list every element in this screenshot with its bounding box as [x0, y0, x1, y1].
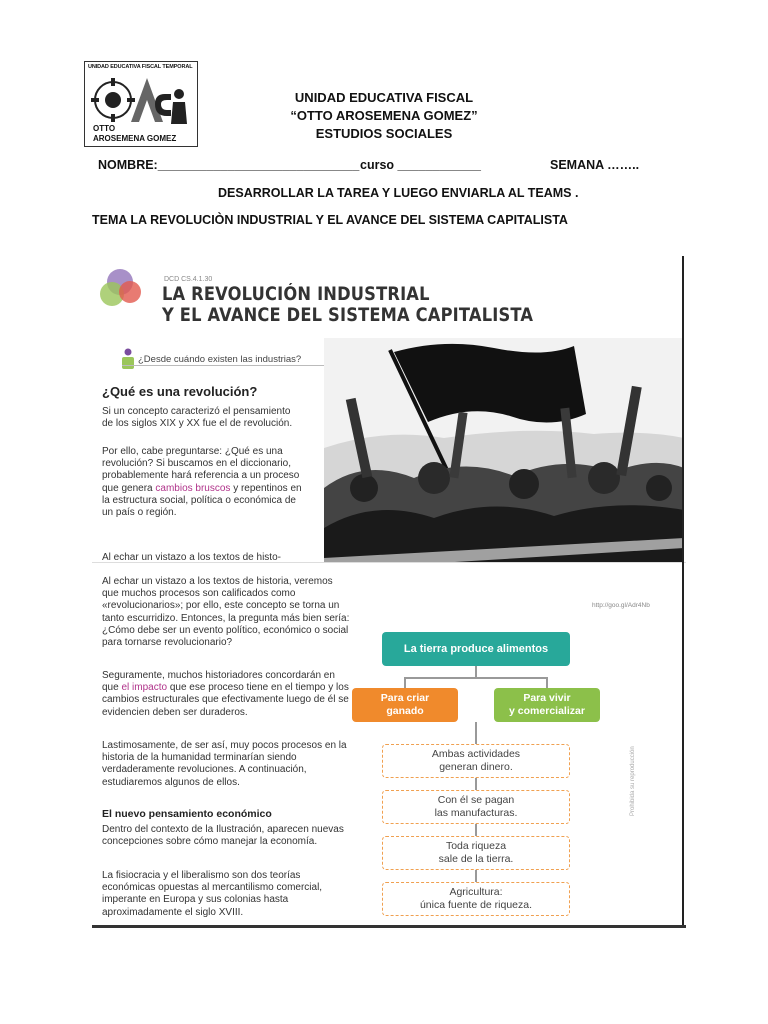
- paragraph-5-text-a: Seguramente, muchos historiadores concordarán en que: [102, 670, 335, 694]
- paragraph-5-text-b: que ese proceso tiene en el tiempo y los cambios estructurales que efectivamente luego de él se evidencien deben ser duraderos.: [102, 682, 349, 718]
- textbook-page: [92, 256, 686, 928]
- paragraph-6: Lastimosamente, de ser así, muy pocos procesos en la historia de la humanidad terminarían siendo verdaderamente revoluciones. A continuación, estudiaremos algunos de ellos.: [102, 740, 347, 788]
- paragraph-8: La fisiocracia y el liberalismo son dos teorías económicas opuestas al mercantilismo comercial, imperante en Europa y sus colonias hasta aproximadamente el siglo XVIII.: [102, 870, 323, 918]
- school-title: “OTTO AROSEMENA GOMEZ”: [290, 108, 478, 123]
- logo-name-line1: OTTO: [93, 124, 116, 133]
- diagram-box-4: [382, 882, 570, 916]
- connector-line: [475, 778, 477, 790]
- subject-title: ESTUDIOS SOCIALES: [315, 126, 453, 141]
- diagram-box-2-line2: las manufacturas.: [434, 807, 518, 819]
- diagram-top-box: La tierra produce alimentos: [382, 632, 570, 666]
- paragraph-7: Dentro del contexto de la Ilustración, aparecen nuevas concepciones sobre cómo manejar la economía.: [102, 824, 344, 848]
- diagram-box-4-line2: única fuente de riqueza.: [419, 899, 533, 911]
- diagram-right-line2: y comercializar: [509, 705, 585, 717]
- diagram-left-line1: Para criar: [380, 692, 430, 704]
- diagram-right-box: [494, 688, 600, 722]
- diagram-box-2: [382, 790, 570, 824]
- connector-line: [475, 870, 477, 882]
- diagram-box-4-line1: Agricultura:: [449, 886, 503, 898]
- diagram-left-box: [352, 688, 458, 722]
- paragraph-2-text-a: Por ello, cabe preguntarse: ¿Qué es una revolución? Si buscamos en el diccionario, probablemente hará referencia a un proceso que genera: [102, 446, 300, 494]
- page-right-border: [682, 256, 684, 928]
- connector-line: [475, 824, 477, 836]
- paragraph-1: Si un concepto caracterizó el pensamiento de los siglos XIX y XX fue el de revolución.: [102, 406, 293, 430]
- diagram-left-line2: ganado: [386, 705, 424, 717]
- nombre-field: NOMBRE:_____________________________: [98, 158, 360, 172]
- textbook-top-section: [92, 256, 686, 562]
- logo-emblem-icon: [91, 72, 191, 128]
- paragraph-2-text-b: y repentinos en la estructura social, política o económica de un país o región.: [102, 482, 302, 519]
- guiding-question: ¿Desde cuándo existen las industrias?: [138, 354, 302, 365]
- instruction-text: DESARROLLAR LA TAREA Y LUEGO ENVIARLA AL TEAMS .: [218, 186, 579, 200]
- diagram-box-1-line2: generan dinero.: [439, 761, 513, 773]
- diagram-box-3-line2: sale de la tierra.: [438, 853, 514, 865]
- side-note: Prohibida su reproducción: [630, 746, 636, 816]
- logo-top-text: UNIDAD EDUCATIVA FISCAL TEMPORAL: [88, 64, 193, 70]
- page-bottom-border: [92, 925, 686, 928]
- highlight-cambios-bruscos: cambios bruscos: [155, 482, 231, 494]
- paragraph-4: Al echar un vistazo a los textos de historia, veremos que muchos procesos son calificados como «revolucionarios»; por ello, este concepto se torna un tanto escurridizo. Entonces, la pregunta más bien sería: ¿Cómo debe ser un evento político, económico o social para tornarse revolucionario?: [102, 576, 350, 649]
- book-title-line2: Y EL AVANCE DEL SISTEMA CAPITALISTA: [162, 305, 534, 326]
- connector-line: [404, 677, 548, 679]
- diagram-box-1-line1: Ambas actividades: [431, 748, 521, 760]
- curriculum-code: DCD CS.4.1.30: [164, 276, 213, 283]
- connector-line: [475, 722, 477, 744]
- section-heading: ¿Qué es una revolución?: [102, 384, 258, 399]
- protest-crowd-image: [324, 338, 684, 562]
- semana-field: SEMANA ……..: [550, 158, 640, 172]
- subheading-economic-thought: El nuevo pensamiento económico: [102, 808, 272, 820]
- book-title-line1: LA REVOLUCIÓN INDUSTRIAL: [162, 284, 430, 305]
- paragraph-5: [102, 670, 352, 719]
- logo-name-line2: AROSEMENA GOMEZ: [93, 134, 177, 143]
- diagram-box-1: [382, 744, 570, 778]
- image-credit: http://goo.gl/Adr4Nb: [592, 602, 650, 609]
- paragraph-2: [102, 446, 302, 519]
- paragraph-3-cut: Al echar un vistazo a los textos de histo-: [102, 552, 281, 562]
- book-logo-icon: [98, 262, 160, 314]
- curso-field: curso ____________: [360, 158, 481, 172]
- connector-line: [546, 677, 548, 688]
- connector-line: [404, 677, 406, 688]
- school-name: UNIDAD EDUCATIVA FISCAL: [294, 90, 474, 105]
- diagram-right-line1: Para vivir: [523, 692, 571, 704]
- diagram-box-3-line1: Toda riqueza: [445, 840, 507, 852]
- tema-heading: TEMA LA REVOLUCIÒN INDUSTRIAL Y EL AVANCE DEL SISTEMA CAPITALISTA: [92, 213, 568, 227]
- diagram-box-3: [382, 836, 570, 870]
- highlight-impacto: el impacto: [121, 682, 168, 694]
- diagram-box-2-line1: Con él se pagan: [437, 794, 515, 806]
